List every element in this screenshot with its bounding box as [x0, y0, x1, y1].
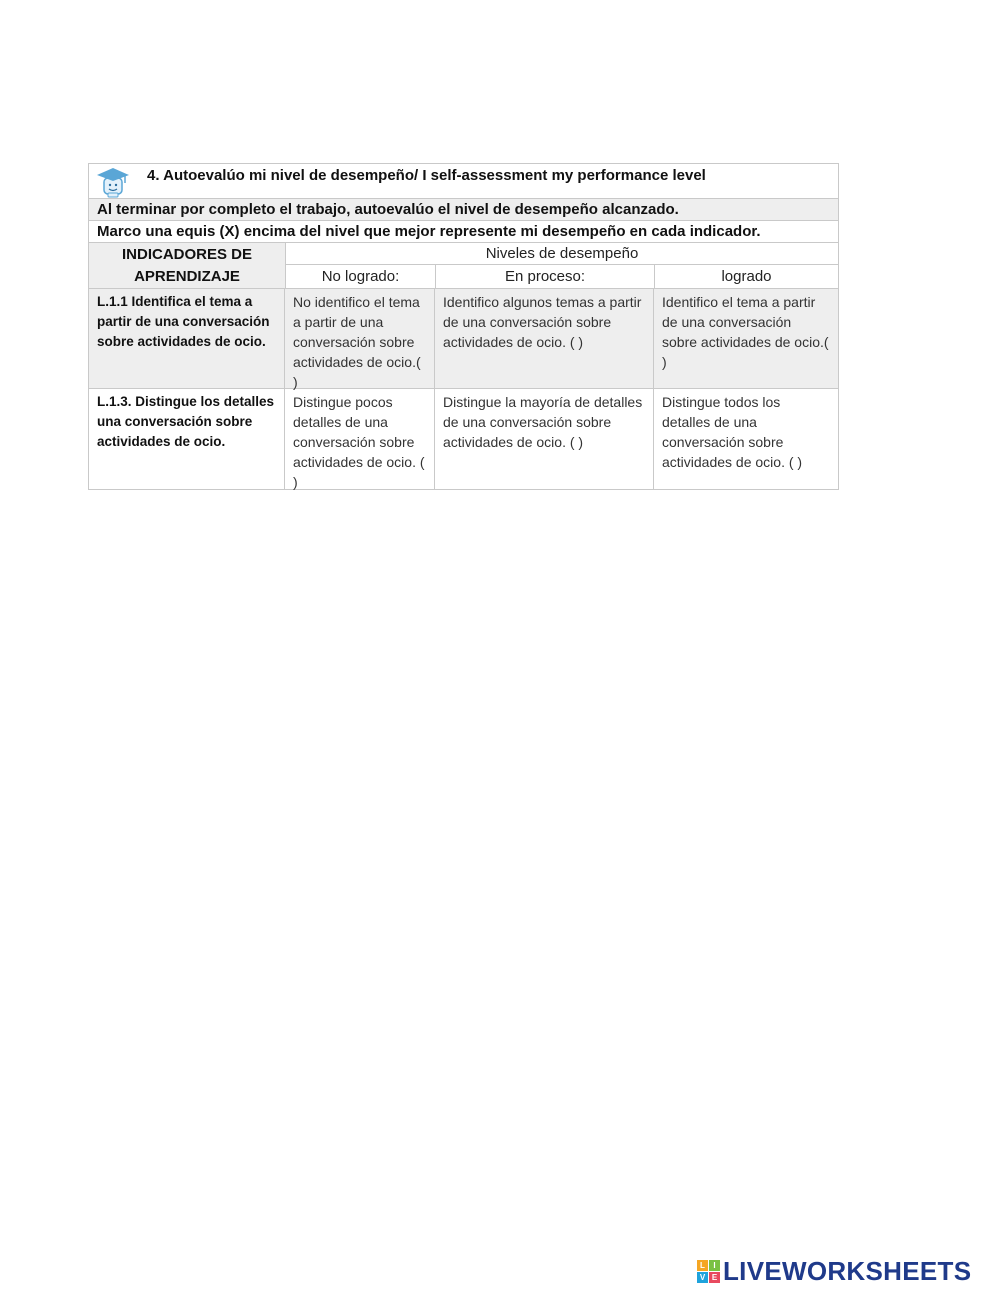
student-graduation-cap-icon	[95, 166, 135, 200]
levels-title: Niveles de desempeño	[286, 243, 838, 265]
logo-letter-i: I	[709, 1260, 720, 1271]
levels-subheaders	[286, 265, 838, 289]
logo-letter-e: E	[709, 1272, 720, 1283]
no-logrado-cell[interactable]: No identifico el tema a partir de una conversación sobre actividades de ocio.( )	[285, 289, 435, 388]
liveworksheets-logo[interactable]	[697, 1255, 971, 1287]
logo-letter-l: L	[697, 1260, 708, 1271]
level-en-proceso: En proceso:	[436, 265, 655, 289]
logrado-cell[interactable]: Distingue todos los detalles de una conversación sobre actividades de ocio. ( )	[662, 394, 803, 470]
indicator-cell: L.1.1 Identifica el tema a partir de una conversación sobre actividades de ocio.	[89, 289, 285, 388]
instruction-2: Marco una equis (X) encima del nivel que mejor represente mi desempeño en cada indicador.	[97, 223, 761, 240]
en-proceso-cell[interactable]: Distingue la mayoría de detalles de una conversación sobre actividades de ocio. ( )	[435, 389, 654, 489]
logrado-cell[interactable]: Identifico el tema a partir de una conversación sobre actividades de ocio.( )	[662, 294, 829, 370]
title-row	[89, 164, 838, 199]
self-assessment-table	[88, 163, 839, 490]
header-row	[89, 243, 838, 289]
instruction-row-2	[89, 221, 838, 243]
table-row	[89, 389, 838, 489]
logo-letter-v: V	[697, 1272, 708, 1283]
section-title: 4. Autoevalúo mi nivel de desempeño/ I self-assessment my performance level	[147, 167, 706, 184]
indicators-header: INDICADORES DE APRENDIZAJE	[89, 243, 286, 288]
table-row	[89, 289, 838, 389]
instruction-1: Al terminar por completo el trabajo, autoevalúo el nivel de desempeño alcanzado.	[97, 201, 679, 218]
no-logrado-cell[interactable]: Distingue pocos detalles de una conversación sobre actividades de ocio. ( )	[285, 389, 435, 489]
logo-blocks-icon	[697, 1260, 720, 1283]
levels-header	[286, 243, 838, 288]
logo-text: LIVEWORKSHEETS	[723, 1255, 972, 1286]
en-proceso-cell[interactable]: Identifico algunos temas a partir de una conversación sobre actividades de ocio. ( )	[435, 289, 654, 388]
indicator-cell: L.1.3. Distingue los detalles una conversación sobre actividades de ocio.	[89, 389, 285, 489]
level-no-logrado: No logrado:	[286, 265, 436, 289]
instruction-row-1	[89, 199, 838, 221]
level-logrado: logrado	[721, 268, 772, 285]
